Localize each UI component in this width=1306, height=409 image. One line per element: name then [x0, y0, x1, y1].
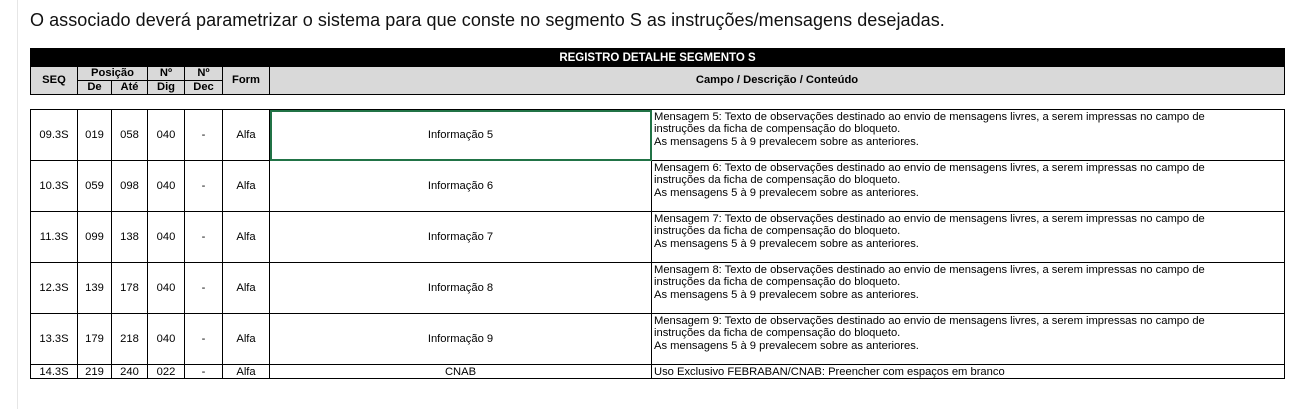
cell-seq[interactable]: 09.3S	[31, 110, 78, 161]
cell-field[interactable]: CNAB	[270, 365, 652, 379]
desc-line: Mensagem 8: Texto de observações destinado ao envio de mensagens livres, a serem impressas no campo de	[654, 264, 1205, 276]
desc-line: As mensagens 5 à 9 prevalecem sobre as anteriores.	[654, 186, 919, 199]
header-seq: SEQ	[31, 67, 78, 95]
table-row	[31, 365, 1285, 379]
cell-dig[interactable]: 040	[148, 314, 185, 365]
cell-field-selected[interactable]: Informação 5	[270, 110, 652, 161]
cell-seq[interactable]: 12.3S	[31, 263, 78, 314]
header-n-dec-bottom: Dec	[185, 81, 223, 95]
cell-dig[interactable]: 040	[148, 263, 185, 314]
intro-text: O associado deverá parametrizar o sistema para que conste no segmento S as instruções/mensagens desejadas.	[30, 10, 945, 30]
cell-description[interactable]	[652, 110, 1285, 161]
cell-seq[interactable]: 10.3S	[31, 161, 78, 212]
cell-de[interactable]: 019	[78, 110, 112, 161]
left-margin-rule	[17, 0, 18, 409]
header-n-dig-bottom: Dig	[148, 81, 185, 95]
cell-dec[interactable]: -	[185, 365, 223, 379]
desc-line: Mensagem 9: Texto de observações destinado ao envio de mensagens livres, a serem impressas no campo de	[654, 315, 1205, 327]
cell-description[interactable]: Uso Exclusivo FEBRABAN/CNAB: Preencher com espaços em branco	[652, 365, 1285, 379]
cell-de[interactable]: 179	[78, 314, 112, 365]
cell-de[interactable]: 099	[78, 212, 112, 263]
segmento-s-table	[30, 48, 1285, 379]
cell-form[interactable]: Alfa	[223, 212, 270, 263]
cell-field[interactable]: Informação 8	[270, 263, 652, 314]
cell-de[interactable]: 139	[78, 263, 112, 314]
cell-dig[interactable]: 040	[148, 161, 185, 212]
header-n-dec-top: Nº	[185, 67, 223, 81]
cell-form[interactable]: Alfa	[223, 161, 270, 212]
cell-form[interactable]: Alfa	[223, 110, 270, 161]
cell-dec[interactable]: -	[185, 263, 223, 314]
desc-line: Mensagem 5: Texto de observações destinado ao envio de mensagens livres, a serem impressas no campo de	[654, 111, 1205, 123]
header-campo: Campo / Descrição / Conteúdo	[270, 67, 1285, 95]
cell-dec[interactable]: -	[185, 212, 223, 263]
desc-line: instruções da ficha de compensação do bloqueto.	[654, 327, 901, 340]
cell-seq[interactable]: 13.3S	[31, 314, 78, 365]
desc-line: Mensagem 6: Texto de observações destinado ao envio de mensagens livres, a serem impressas no campo de	[654, 162, 1205, 174]
cell-description[interactable]	[652, 161, 1285, 212]
cell-ate[interactable]: 178	[112, 263, 148, 314]
cell-dig[interactable]: 022	[148, 365, 185, 379]
header-ate: Até	[112, 81, 148, 95]
cell-description[interactable]	[652, 212, 1285, 263]
table-row	[31, 161, 1285, 212]
cell-field[interactable]: Informação 9	[270, 314, 652, 365]
cell-description[interactable]	[652, 314, 1285, 365]
table-row	[31, 263, 1285, 314]
cell-dig[interactable]: 040	[148, 110, 185, 161]
cell-dec[interactable]: -	[185, 110, 223, 161]
cell-ate[interactable]: 058	[112, 110, 148, 161]
spacer-row	[31, 95, 1285, 110]
desc-line: instruções da ficha de compensação do bloqueto.	[654, 123, 901, 136]
cell-dec[interactable]: -	[185, 161, 223, 212]
header-form: Form	[223, 67, 270, 95]
cell-seq[interactable]: 14.3S	[31, 365, 78, 379]
cell-ate[interactable]: 138	[112, 212, 148, 263]
desc-line: Mensagem 7: Texto de observações destinado ao envio de mensagens livres, a serem impressas no campo de	[654, 213, 1205, 225]
cell-seq[interactable]: 11.3S	[31, 212, 78, 263]
table-row	[31, 314, 1285, 365]
spacer-cell	[31, 95, 1285, 110]
header-n-dig-top: Nº	[148, 67, 185, 81]
desc-line: As mensagens 5 à 9 prevalecem sobre as anteriores.	[654, 135, 919, 148]
table-row	[31, 212, 1285, 263]
cell-form[interactable]: Alfa	[223, 314, 270, 365]
cell-field[interactable]: Informação 7	[270, 212, 652, 263]
cell-de[interactable]: 059	[78, 161, 112, 212]
cell-form[interactable]: Alfa	[223, 365, 270, 379]
desc-line: As mensagens 5 à 9 prevalecem sobre as anteriores.	[654, 237, 919, 250]
cell-de[interactable]: 219	[78, 365, 112, 379]
desc-line: instruções da ficha de compensação do bloqueto.	[654, 225, 901, 238]
cell-ate[interactable]: 218	[112, 314, 148, 365]
cell-ate[interactable]: 240	[112, 365, 148, 379]
cell-dig[interactable]: 040	[148, 212, 185, 263]
cell-field[interactable]: Informação 6	[270, 161, 652, 212]
header-posicao: Posição	[78, 67, 148, 81]
desc-line: instruções da ficha de compensação do bloqueto.	[654, 276, 901, 289]
table-row	[31, 110, 1285, 161]
cell-ate[interactable]: 098	[112, 161, 148, 212]
table-title: REGISTRO DETALHE SEGMENTO S	[31, 49, 1285, 67]
cell-form[interactable]: Alfa	[223, 263, 270, 314]
header-de: De	[78, 81, 112, 95]
desc-line: As mensagens 5 à 9 prevalecem sobre as anteriores.	[654, 288, 919, 301]
cell-dec[interactable]: -	[185, 314, 223, 365]
desc-line: As mensagens 5 à 9 prevalecem sobre as anteriores.	[654, 339, 919, 352]
cell-description[interactable]	[652, 263, 1285, 314]
desc-line: instruções da ficha de compensação do bloqueto.	[654, 174, 901, 187]
